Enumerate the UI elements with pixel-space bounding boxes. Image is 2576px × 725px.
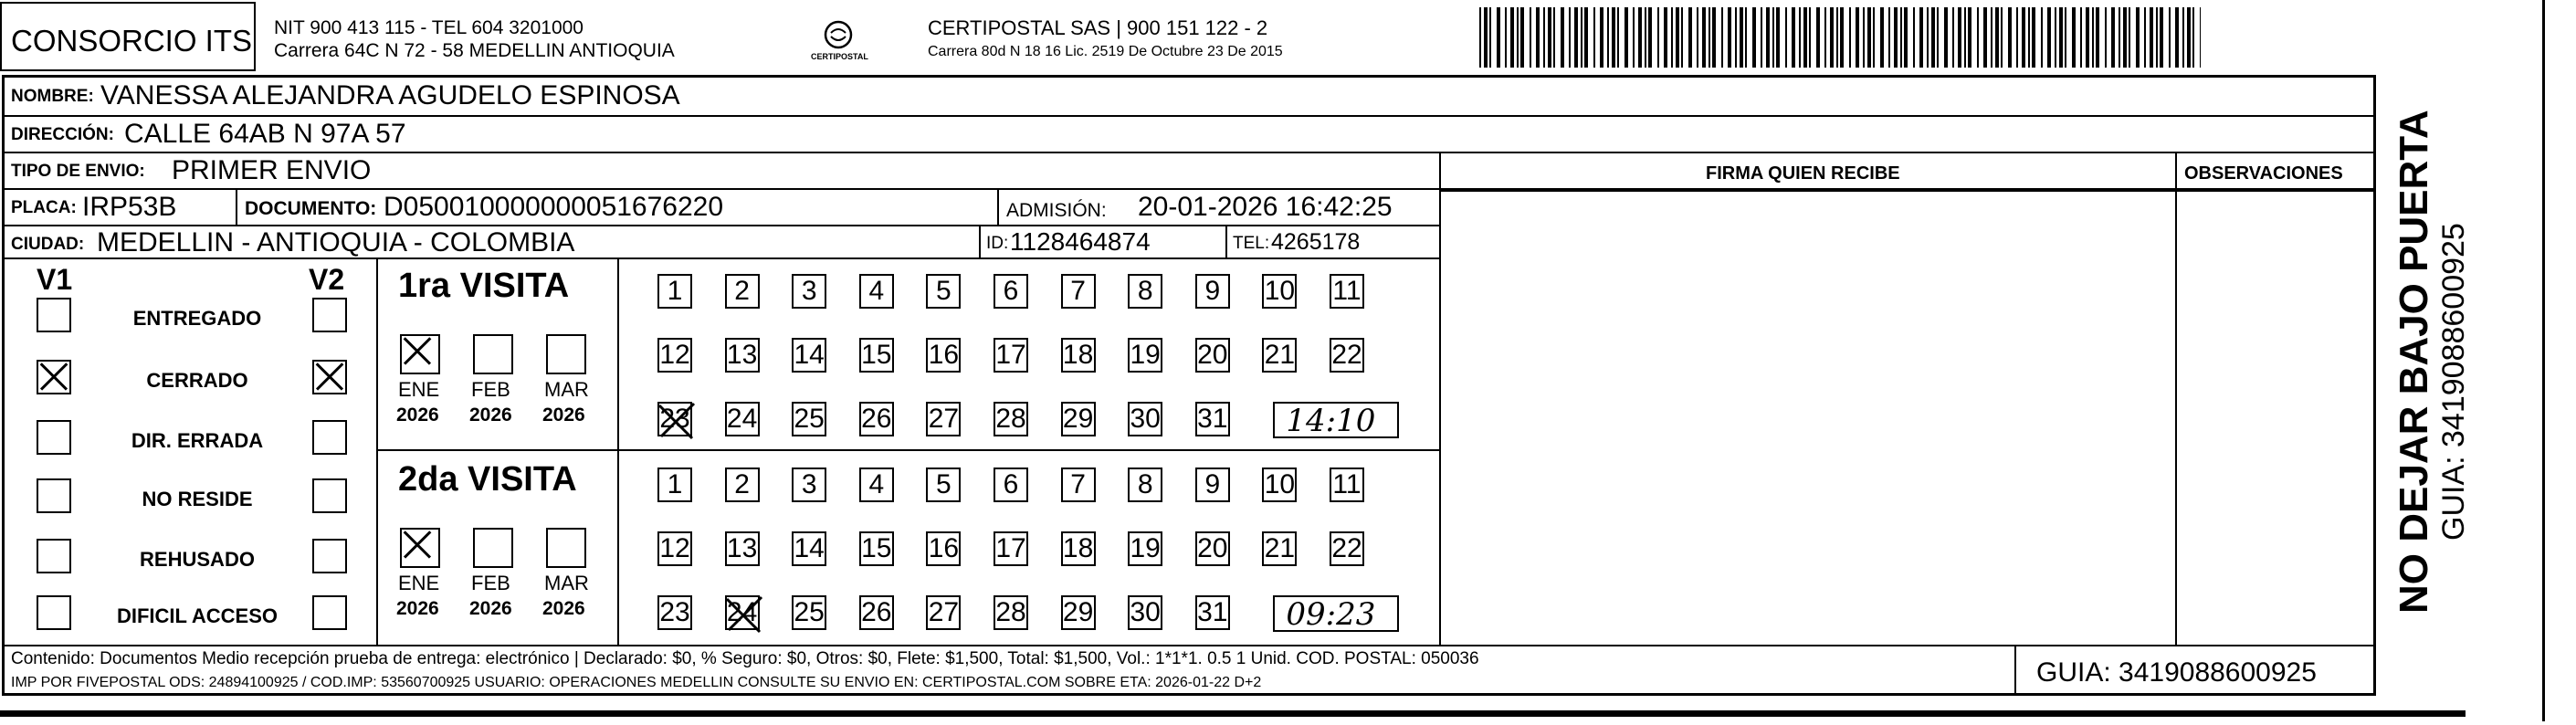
documento-label: DOCUMENTO: [245,198,377,219]
certipostal-address: Carrera 80d N 18 16 Lic. 2519 De Octubre 23 De 2015 [928,44,1283,59]
day-number: 5 [936,276,952,306]
status-label: REHUSADO [140,548,255,571]
day-cell[interactable] [792,338,826,373]
day-cell[interactable] [926,531,961,566]
day-cell[interactable] [792,274,826,309]
day-cell[interactable] [994,338,1028,373]
visit-title: 2da VISITA [398,460,577,499]
month-checkbox[interactable] [546,334,586,374]
day-cell[interactable] [1061,531,1096,566]
v1-checkbox[interactable] [37,595,71,630]
day-cell[interactable] [1195,595,1230,630]
day-number: 27 [928,404,960,434]
day-cell[interactable] [994,468,1028,502]
barcode [1479,7,2201,68]
v1-checkbox[interactable] [37,360,71,394]
day-number: 31 [1197,404,1228,434]
day-cell[interactable] [792,531,826,566]
month-checkbox[interactable] [546,528,586,568]
day-cell[interactable] [859,595,894,630]
day-number: 30 [1130,597,1161,627]
month-label: MAR [544,572,589,594]
day-cell[interactable] [725,274,760,309]
day-cell[interactable] [859,274,894,309]
day-cell[interactable] [1262,531,1297,566]
day-cell[interactable] [994,402,1028,436]
day-cell[interactable] [657,531,692,566]
time-box[interactable] [1273,402,1399,438]
day-number: 17 [995,340,1026,370]
day-number: 4 [868,469,885,499]
day-cell[interactable] [1061,402,1096,436]
day-number: 3 [801,276,817,306]
day-number: 19 [1130,340,1161,370]
day-number: 29 [1062,404,1094,434]
day-number: 20 [1197,533,1228,563]
day-number: 7 [1070,276,1086,306]
id-label: ID: [986,234,1009,253]
day-cell[interactable] [1330,468,1364,502]
v1-label: V1 [37,263,73,296]
day-cell[interactable] [725,468,760,502]
status-label: DIR. ERRADA [131,429,264,452]
day-number: 25 [794,597,825,627]
day-cell[interactable] [1061,468,1096,502]
day-number: 14 [794,340,825,370]
day-number: 24 [726,597,758,627]
day-cell[interactable] [725,531,760,566]
day-number: 17 [995,533,1026,563]
day-number: 26 [861,597,892,627]
day-number: 13 [726,533,758,563]
day-cell[interactable] [1195,468,1230,502]
day-cell[interactable] [1061,274,1096,309]
day-number: 18 [1062,533,1094,563]
month-year: 2026 [542,405,585,426]
day-cell[interactable] [859,338,894,373]
day-cell[interactable] [994,274,1028,309]
month-year: 2026 [396,598,439,619]
day-cell[interactable] [1330,274,1364,309]
day-number: 6 [1003,469,1019,499]
visit-title: 1ra VISITA [398,267,570,305]
month-year: 2026 [469,598,512,619]
day-number: 16 [928,340,960,370]
v2-checkbox[interactable] [312,539,347,573]
day-cell[interactable] [1061,338,1096,373]
day-cell[interactable] [1061,595,1096,630]
time-box[interactable] [1273,595,1399,632]
day-cell[interactable] [657,468,692,502]
day-cell[interactable] [1262,274,1297,309]
month-checkbox[interactable] [473,334,513,374]
day-cell[interactable] [926,274,961,309]
company-nit: NIT 900 413 115 - TEL 604 3201000 [274,17,584,38]
day-number: 9 [1204,276,1221,306]
logo-text: CERTIPOSTAL [811,52,868,61]
day-number: 15 [861,340,892,370]
day-number: 21 [1264,533,1296,563]
v2-checkbox[interactable] [312,360,347,394]
day-cell[interactable] [725,338,760,373]
day-cell[interactable] [657,595,692,630]
admision-label: ADMISIÓN: [1006,200,1107,221]
day-number: 8 [1137,469,1153,499]
bottom-rule [0,710,2466,717]
day-cell[interactable] [1195,274,1230,309]
day-number: 11 [1332,469,1362,499]
day-number: 9 [1204,469,1221,499]
status-label: CERRADO [146,369,248,392]
v2-checkbox[interactable] [312,595,347,630]
day-number: 4 [868,276,885,306]
v1-checkbox[interactable] [37,539,71,573]
day-number: 29 [1062,597,1094,627]
day-cell[interactable] [1330,531,1364,566]
day-number: 12 [659,533,690,563]
day-number: 19 [1130,533,1161,563]
direccion-label: DIRECCIÓN: [11,125,114,144]
v2-checkbox[interactable] [312,478,347,513]
month-label: FEB [471,572,510,594]
day-cell[interactable] [926,338,961,373]
status-label: NO RESIDE [142,488,253,510]
v2-checkbox[interactable] [312,298,347,332]
day-cell[interactable] [657,402,692,436]
v1-checkbox[interactable] [37,298,71,332]
nombre-label: NOMBRE: [11,87,94,106]
day-cell[interactable] [1128,274,1162,309]
day-number: 21 [1264,340,1296,370]
day-number: 27 [928,597,960,627]
header-company-box [0,2,256,71]
footer-guia: GUIA: 3419088600925 [2036,657,2317,688]
placa-value: IRP53B [82,192,177,222]
day-cell[interactable] [926,468,961,502]
day-number: 12 [659,340,690,370]
observaciones-label: OBSERVACIONES [2184,163,2343,184]
time-value: 09:23 [1286,596,1376,633]
month-label: ENE [398,572,440,594]
day-number: 20 [1197,340,1228,370]
time-value: 14:10 [1286,403,1376,439]
nombre-value: VANESSA ALEJANDRA AGUDELO ESPINOSA [100,80,680,110]
day-number: 2 [734,276,750,306]
day-number: 22 [1331,533,1362,563]
day-cell[interactable] [859,531,894,566]
day-cell[interactable] [994,531,1028,566]
day-cell[interactable] [792,595,826,630]
day-cell[interactable] [1330,338,1364,373]
tel-label: TEL: [1233,234,1270,253]
day-number: 3 [801,469,817,499]
certipostal-id: CERTIPOSTAL SAS | 900 151 122 - 2 [928,16,1268,39]
day-cell[interactable] [657,274,692,309]
day-cell[interactable] [1128,402,1162,436]
day-number: 1 [667,276,683,306]
day-number: 10 [1264,469,1296,499]
day-cell[interactable] [859,402,894,436]
status-label: ENTREGADO [132,307,262,330]
day-number: 26 [861,404,892,434]
company-name: CONSORCIO ITS [11,24,253,58]
day-number: 30 [1130,404,1161,434]
v1-checkbox[interactable] [37,478,71,513]
day-number: 13 [726,340,758,370]
v1-checkbox[interactable] [37,420,71,455]
day-number: 24 [726,404,758,434]
day-cell[interactable] [792,468,826,502]
tipo-envio-value: PRIMER ENVIO [172,155,372,185]
day-number: 6 [1003,276,1019,306]
tel-value: 4265178 [1271,229,1361,255]
v2-label: V2 [309,263,345,296]
day-number: 23 [659,597,690,627]
firma-label: FIRMA QUIEN RECIBE [1706,163,1900,184]
day-cell[interactable] [994,595,1028,630]
day-number: 8 [1137,276,1153,306]
month-year: 2026 [396,405,439,426]
day-cell[interactable] [1128,531,1162,566]
id-value: 1128464874 [1010,227,1151,256]
day-cell[interactable] [1195,338,1230,373]
company-address: Carrera 64C N 72 - 58 MEDELLIN ANTIOQUIA [274,40,675,61]
day-cell[interactable] [926,402,961,436]
day-number: 28 [995,404,1026,434]
documento-value: D050010000000051676220 [384,192,724,222]
placa-label: PLACA: [11,198,77,217]
day-number: 22 [1331,340,1362,370]
day-number: 15 [861,533,892,563]
month-label: ENE [398,378,440,401]
day-number: 25 [794,404,825,434]
day-cell[interactable] [1262,338,1297,373]
day-cell[interactable] [725,595,760,630]
month-checkbox[interactable] [400,528,440,568]
footer-imp: IMP POR FIVEPOSTAL ODS: 24894100925 / COD.IMP: 53560700925 USUARIO: OPERACIONES MEDELLIN CONSULTE SU ENVIO EN: CERTIPOSTAL.COM SOBRE ETA: 2026-01-22 D+2 [11,675,1262,690]
side-warning-wrap [2385,75,2476,623]
side-guia: GUIA: 3419088600925 [2436,223,2471,541]
day-number: 14 [794,533,825,563]
day-number: 31 [1197,597,1228,627]
certipostal-logo [811,15,866,68]
day-cell[interactable] [1128,338,1162,373]
day-cell[interactable] [1128,468,1162,502]
day-cross-mark [723,594,765,636]
day-number: 5 [936,469,952,499]
day-cell[interactable] [1195,402,1230,436]
day-number: 18 [1062,340,1094,370]
month-year: 2026 [542,598,585,619]
tipo-envio-label: TIPO DE ENVIO: [11,162,145,181]
day-cell[interactable] [725,402,760,436]
month-checkbox[interactable] [473,528,513,568]
month-checkbox[interactable] [400,334,440,374]
day-number: 2 [734,469,750,499]
day-cell[interactable] [926,595,961,630]
day-number: 23 [659,404,690,434]
day-cell[interactable] [657,338,692,373]
day-cell[interactable] [1262,468,1297,502]
day-number: 11 [1332,276,1362,306]
month-label: MAR [544,378,589,401]
day-number: 7 [1070,469,1086,499]
ciudad-value: MEDELLIN - ANTIOQUIA - COLOMBIA [97,227,575,257]
day-number: 28 [995,597,1026,627]
status-label: DIFICIL ACCESO [116,604,279,627]
day-number: 10 [1264,276,1296,306]
direccion-value: CALLE 64AB N 97A 57 [124,119,406,149]
day-cross-mark [656,400,698,442]
month-year: 2026 [469,405,512,426]
day-number: 1 [667,469,683,499]
day-cell[interactable] [1128,595,1162,630]
day-cell[interactable] [859,468,894,502]
footer-contenido: Contenido: Documentos Medio recepción prueba de entrega: electrónico | Declarado: $0, % Seguro: $0, Otros: $0, Flete: $1,500, Total: $1,500, Vol.: 1*1*1. 0.5 1 Unid. COD. POSTAL: 050036 [11,649,1479,668]
side-warning: NO DEJAR BAJO PUERTA [2392,110,2436,614]
v2-checkbox[interactable] [312,420,347,455]
day-cell[interactable] [1195,531,1230,566]
day-number: 16 [928,533,960,563]
day-cell[interactable] [792,402,826,436]
month-label: FEB [471,378,510,401]
admision-value: 20-01-2026 16:42:25 [1138,192,1393,222]
ciudad-label: CIUDAD: [11,235,85,254]
